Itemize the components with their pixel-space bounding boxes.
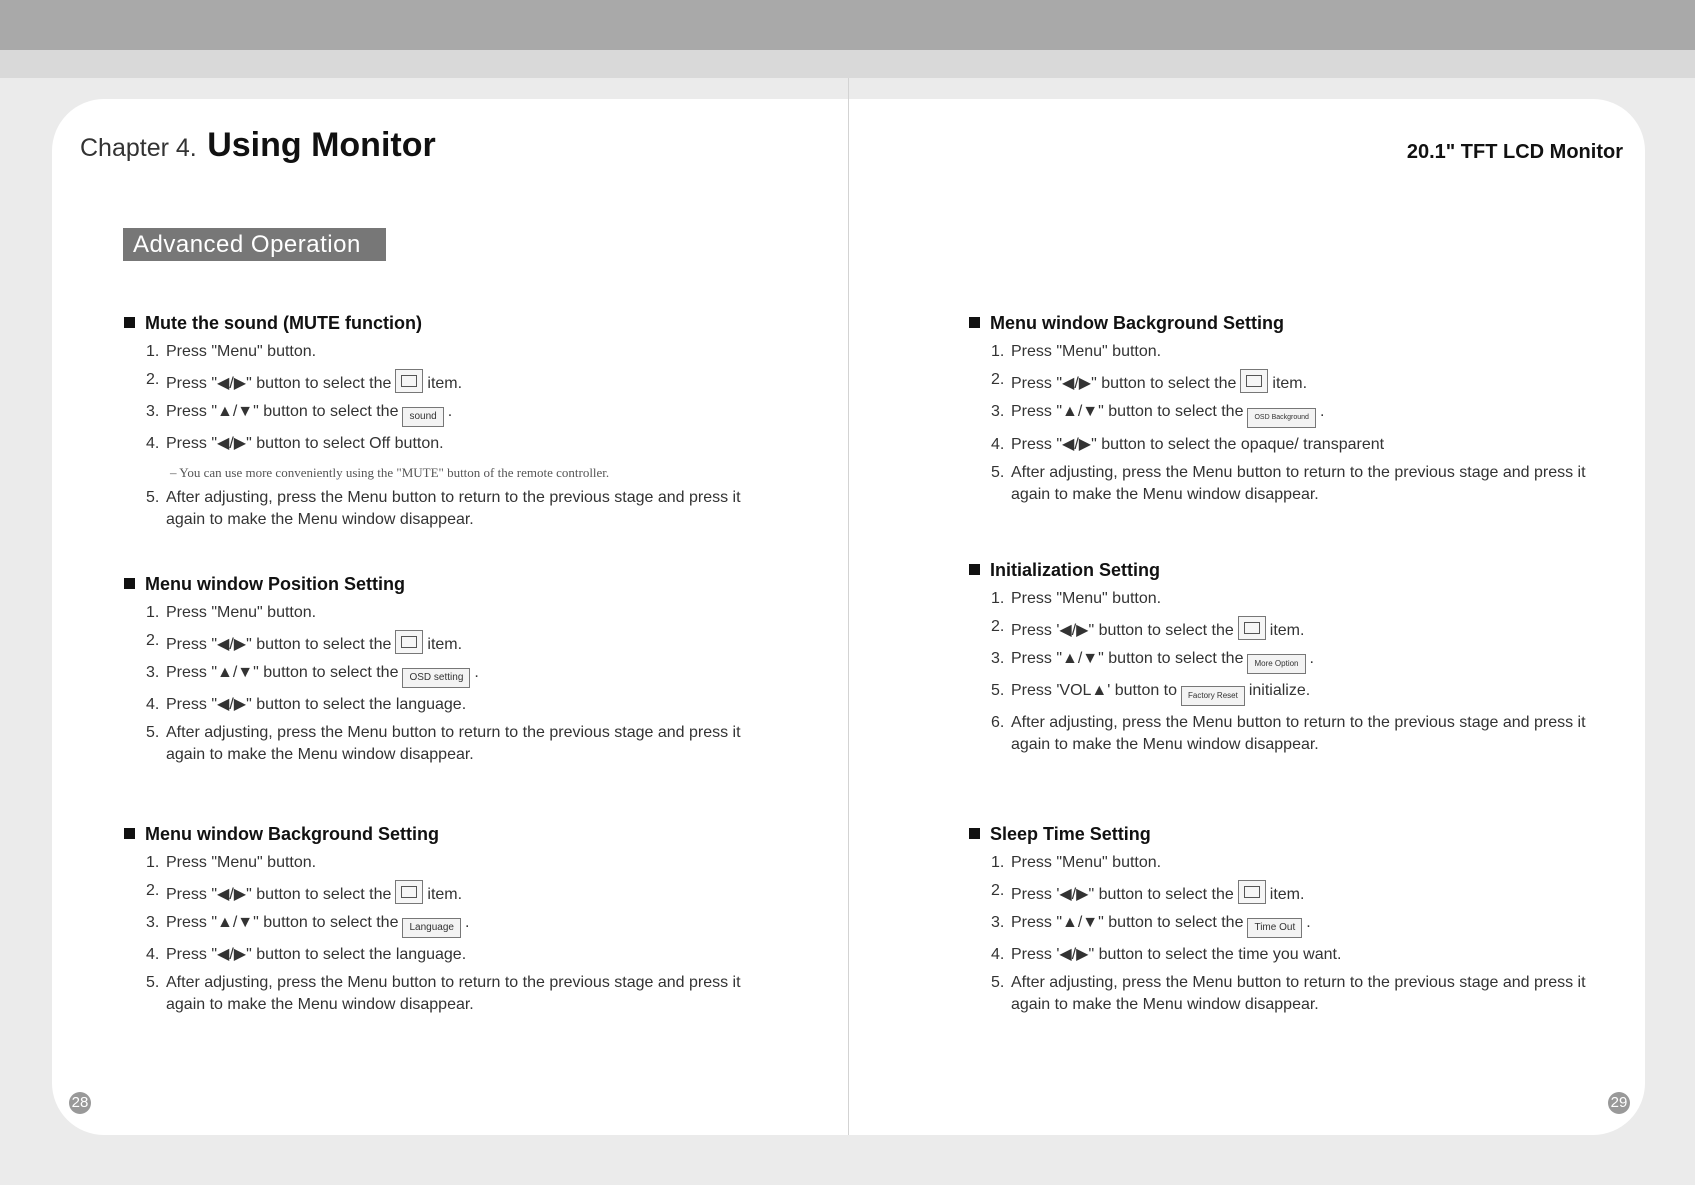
sound-osd-button: sound [402,407,443,427]
step: 3. Press "▲/▼" button to select the Time Out . [991,912,1601,938]
step: 2. Press '◀/▶" button to select the item. [991,618,1305,639]
page-spine [848,78,849,1135]
product-title: 20.1" TFT LCD Monitor [1406,141,1623,163]
bullet-square-icon [124,828,135,839]
page-number-left: 28 [69,1092,91,1114]
osd-menu-icon [395,630,423,654]
osd-setting-button: OSD setting [402,668,470,688]
setup-menu-icon [1238,880,1266,904]
section-title: Initialization Setting [969,558,1601,582]
bullet-square-icon [969,828,980,839]
section-title: Mute the sound (MUTE function) [124,311,756,335]
step: 1. Press "Menu" button. [146,604,317,621]
page-number-right: 29 [1608,1092,1630,1114]
step: 2. Press "◀/▶" button to select the item. [146,371,463,392]
note: – You can use more conveniently using the "MUTE" button of the remote controller. [170,465,610,480]
step: 1. Press "Menu" button. [991,590,1162,607]
chapter-number: Chapter 4. [80,134,197,162]
step: 6. After adjusting, press the Menu button to return to the previous stage and press it again to make the Menu window disappear. [991,714,1586,753]
step: 3. Press "▲/▼" button to select the OSD setting . [146,662,756,688]
step: 4. Press '◀/▶" button to select the time you want. [991,946,1342,963]
step: 2. Press '◀/▶" button to select the item. [991,882,1305,903]
step: 5. After adjusting, press the Menu button to return to the previous stage and press it again to make the Menu window disappear. [146,489,741,528]
language-button: Language [402,918,461,938]
step: 4. Press "◀/▶" button to select the opaque/ transparent [991,436,1385,453]
section-banner: Advanced Operation [123,228,386,261]
top-band [0,0,1695,50]
step: 4. Press "◀/▶" button to select the language. [146,946,467,963]
sleep-section [991,822,1601,1016]
osd-menu-icon [395,880,423,904]
factory-reset-button: Factory Reset [1181,686,1245,706]
step: 3. Press "▲/▼" button to select the Language . [146,912,756,938]
mute-section [146,311,756,531]
bullet-square-icon [969,317,980,328]
bullet-square-icon [124,578,135,589]
step: 5. After adjusting, press the Menu button to return to the previous stage and press it again to make the Menu window disappear. [991,974,1586,1013]
bullet-square-icon [124,317,135,328]
chapter-heading [80,126,436,165]
background-section-right [991,311,1601,506]
step: 5. After adjusting, press the Menu button to return to the previous stage and press it again to make the Menu window disappear. [146,724,741,763]
sound-menu-icon [395,369,423,393]
initialization-section [991,558,1601,756]
section-title: Menu window Background Setting [969,311,1601,335]
position-section [146,572,756,766]
setup-menu-icon [1238,616,1266,640]
step: 3. Press "▲/▼" button to select the sound . [146,401,756,427]
osd-menu-icon [1240,369,1268,393]
step: 2. Press "◀/▶" button to select the item. [146,882,463,903]
background-section-left [146,822,756,1016]
step: 1. Press "Menu" button. [991,854,1162,871]
step: 2. Press "◀/▶" button to select the item. [991,371,1308,392]
step: 2. Press "◀/▶" button to select the item. [146,632,463,653]
section-title: Menu window Position Setting [124,572,756,596]
bullet-square-icon [969,564,980,575]
section-title: Menu window Background Setting [124,822,756,846]
step: 1. Press "Menu" button. [146,343,317,360]
step: 5. After adjusting, press the Menu button to return to the previous stage and press it again to make the Menu window disappear. [991,464,1586,503]
step: 4. Press "◀/▶" button to select the language. [146,696,467,713]
step: 1. Press "Menu" button. [991,343,1162,360]
step: 3. Press "▲/▼" button to select the More Option . [991,648,1601,674]
time-out-button: Time Out [1247,918,1302,938]
step: 1. Press "Menu" button. [146,854,317,871]
step: 3. Press "▲/▼" button to select the OSD Background . [991,401,1601,428]
osd-background-button: OSD Background [1247,408,1315,428]
top-band-light [0,50,1695,78]
section-title: Sleep Time Setting [969,822,1601,846]
step: 5. After adjusting, press the Menu button to return to the previous stage and press it again to make the Menu window disappear. [146,974,741,1013]
chapter-title: Using Monitor [207,126,436,164]
more-option-button: More Option [1247,654,1305,674]
step: 5. Press 'VOL▲' button to Factory Reset initialize. [991,680,1601,706]
step: 4. Press "◀/▶" button to select Off button. [146,435,444,452]
